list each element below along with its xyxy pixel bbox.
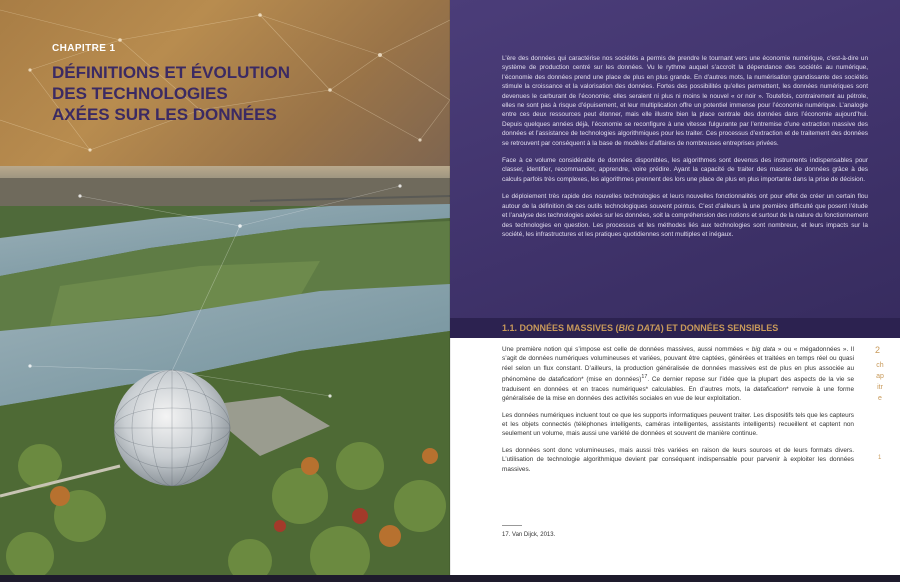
right-page: [450, 0, 900, 582]
chapter-label: CHAPITRE 1: [52, 43, 116, 54]
intro-text: [502, 54, 868, 247]
page-side-chapter: 1: [878, 455, 882, 461]
chapter-title-line: DÉFINITIONS ET ÉVOLUTION: [52, 63, 291, 82]
section-title-italic: BIG DATA: [618, 323, 661, 333]
page-side-label: chapitre: [876, 362, 884, 402]
chapter-header-panel: [0, 0, 450, 166]
chapter-title-line: DES TECHNOLOGIES: [52, 84, 228, 103]
page-side-number: 2: [875, 345, 881, 355]
footnote-ref[interactable]: 17: [641, 374, 648, 381]
intro-panel: [450, 0, 900, 318]
chapter-title-line: AXÉES SUR LES DONNÉES: [52, 105, 277, 124]
section-title-prefix: 1.1. DONNÉES MASSIVES (: [502, 323, 619, 333]
text-run: . Ce dernier repose sur l’idée que la plupart des aspects de la vie se traduisent en données et en traces numériques* calculables. En d’autres mots, la: [502, 376, 855, 393]
text-run-italic: datafication: [548, 376, 582, 384]
section-title-suffix: ) ET DONNÉES SENSIBLES: [660, 323, 779, 333]
footnote-rule: [502, 525, 522, 526]
body-paragraph: Les données sont donc volumineuses, mais aussi très variées en raison de leurs sources et de leurs formats divers. L’utilisation de technologie algorithmique devient par conséquent indispensable pour parvenir à exploiter les données massives.: [502, 446, 854, 473]
body-paragraph: [502, 345, 854, 404]
text-run-italic: datafication: [753, 385, 787, 393]
intro-paragraph: Face à ce volume considérable de données disponibles, les algorithmes sont devenus des instruments indispensables pour classer, identifier, recommander, apprendre, voire prédire. Ayant la capacité de traiter des masses de données grâce à des calculs parfois très complexes, les algorithmes prennent des lors une place de plus en plus importante dans la prise de décision.: [502, 157, 868, 183]
section-title: [502, 323, 778, 333]
text-run-italic: big data: [751, 346, 776, 353]
footnote: 17. Van Dijck, 2013.: [502, 532, 556, 538]
section-heading-bar: [450, 318, 900, 338]
bottom-bar: [0, 575, 900, 582]
text-run: » ou « mégadonnées ». Il s’agit de données numériques volumineuses et variées, pouvant être captées, générées et traitées en temps réel ou quasi réel selon un flux constant. D’ailleurs, la production généralisée de données massives est de plus en plus associée au phénomène de: [502, 346, 854, 384]
aerial-city-photo: [0, 166, 450, 582]
intro-paragraph: Le déploiement très rapide des nouvelles technologies et leurs nouvelles fonctionnalités ont pour effet de créer un certain flou autour de la définition de ces outils technologiques souvent pointus. C’est d’ailleurs là une première difficulté que posent l’étude et l’analyse des technologies axées sur les données, soit la compréhension des notions et surtout de la nature du fonctionnement des technologies en question. Les processus et les méthodes liés aux technologies sont nombreux, et leurs impacts sur la société, les infrastructures et les pratiques quotidiennes sont multiples et inégaux.: [502, 193, 868, 238]
text-run: * renvoie à une forme généralisée de la mise en données des activités sociales en vue de leur exploitation.: [502, 385, 854, 403]
intro-paragraph: L’ère des données qui caractérise nos sociétés a permis de prendre le tournant vers une économie numérique, c’est-à-dire un système de production centré sur les données. Vu le rythme auquel s’accroît la dépendance des sociétés au numérique, l’économie des données prend une place de plus en plus grande. En d’autres mots, la numérisation grandissante des sociétés stimule la croissance et la valorisation des données. Fortes des possibilités qu’elles permettent, les données numériques sont devenues le carburant de l’économie; elles seraient ni plus ni moins le nouvel « or noir ». Toutefois, contrairement au pétrole, elles ne sont pas à risque d’épuisement, et leur multiplication offre un potentiel immense pour l’économie numérique. L’analogie entre ces deux ressources peut étonner, mais elle illustre bien la place centrale des données dans l’économie aujourd’hui. Depuis quelques années déjà, l’économie se reconfigure à une vitesse fulgurante par l’entremise d’une extraction massive des données et l’assistance de technologies algorithmiques pour les traiter. Ces processus d’extraction et de traitement des données se retrouvent par conséquent à la base de modèles d’affaires de nombreuses entreprises privées.: [502, 55, 868, 147]
body-paragraph: Les données numériques incluent tout ce que les supports informatiques peuvent traiter. Les dispositifs tels que les capteurs et les objets connectés (téléphones intelligents, caméras intelligentes, assistants intelligents) recueillent et captent non seulement un volume, mais aussi une variété de données et souvent de manière continue.: [502, 411, 854, 438]
text-run: Une première notion qui s’impose est celle de données massives, aussi nommées «: [502, 346, 752, 353]
chapter-title: [52, 62, 352, 125]
text-run: * (mise en données): [581, 376, 642, 384]
section-body: [502, 345, 854, 481]
